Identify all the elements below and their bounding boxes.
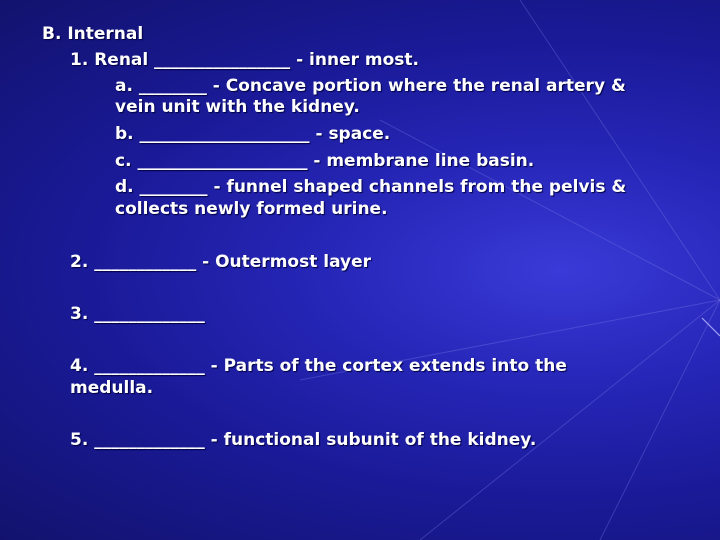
item-1d-line-2: collects newly formed urine. [115, 199, 388, 219]
item-5: 5. _____________ - functional subunit of the kidney. [70, 430, 537, 450]
item-1d-line-1: d. ________ - funnel shaped channels from the pelvis & [115, 177, 627, 197]
item-1a-line-1: a. ________ - Concave portion where the renal artery & [115, 76, 626, 96]
section-heading: B. Internal [42, 24, 144, 44]
item-1-label: 1. Renal ________________ - inner most. [70, 50, 419, 70]
item-4-line-2: medulla. [70, 378, 154, 398]
item-2: 2. ____________ - Outermost layer [70, 252, 372, 272]
item-3: 3. _____________ [70, 304, 205, 324]
item-1c: c. ____________________ - membrane line basin. [115, 151, 535, 171]
item-1b: b. ____________________ - space. [115, 124, 391, 144]
item-4-line-1: 4. _____________ - Parts of the cortex extends into the [70, 356, 567, 376]
item-1a-line-2: vein unit with the kidney. [115, 97, 360, 117]
